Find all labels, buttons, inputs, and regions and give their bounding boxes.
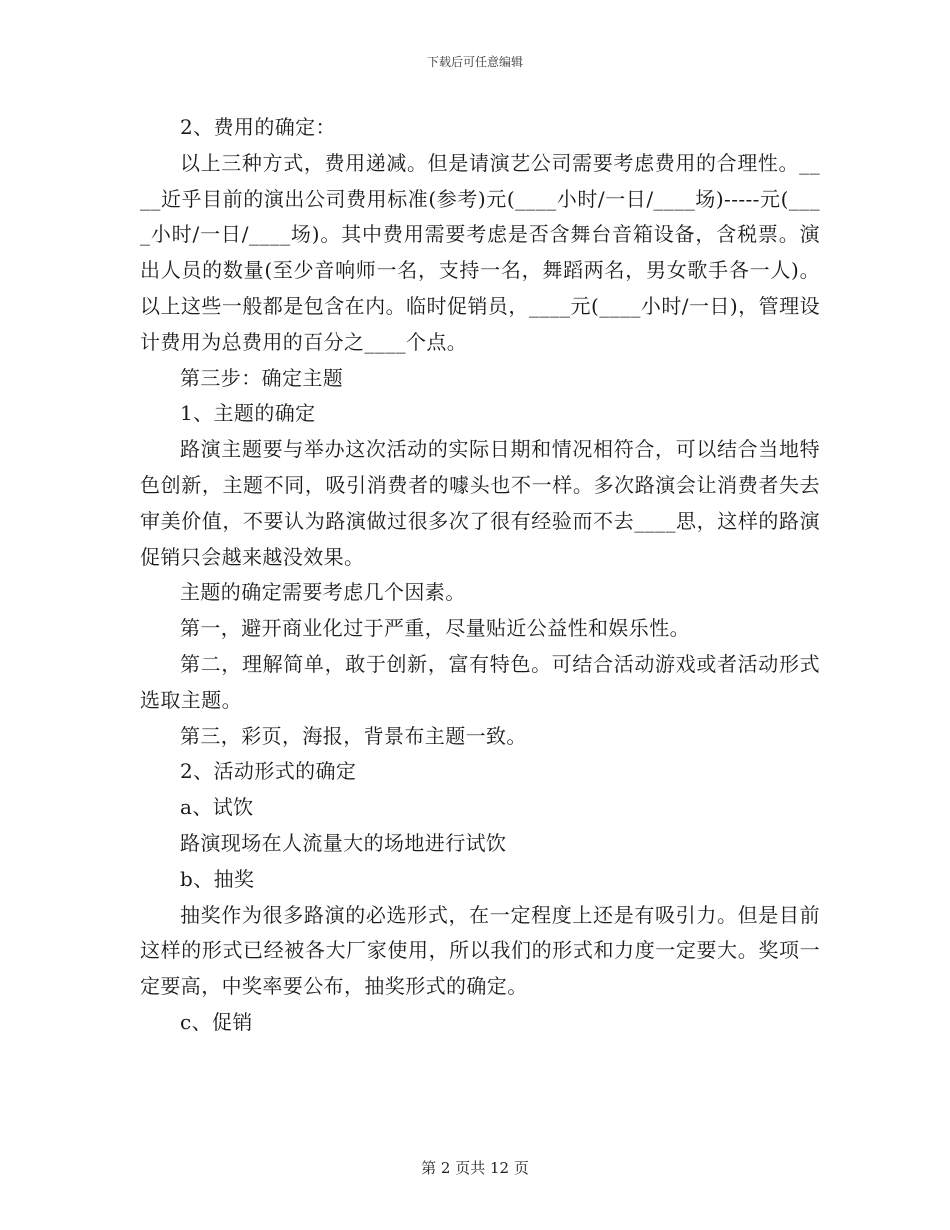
paragraph-cost-heading: 2、费用的确定： <box>180 115 336 139</box>
paragraph-item-b: b、抽奖 <box>180 866 255 891</box>
page-header: 下载后可任意编辑 <box>426 55 523 69</box>
paragraph-theme-detail: 路演主题要与举办这次活动的实际日期和情况相符合，可以结合当地特色创新，主题不同，吸引消费者的噱头也不一样。多次路演会让消费者失去审美价值，不要认为路演做过很多次了很有经验而不去____思，这样的路演促销只会越来越没效果。 <box>140 437 820 569</box>
paragraph-lottery-detail: 抽奖作为很多路演的必选形式，在一定程度上还是有吸引力。但是目前这样的形式已经被各大厂家使用，所以我们的形式和力度一定要大。奖项一定要高，中奖率要公布，抽奖形式的确定。 <box>140 902 820 999</box>
paragraph-step-three: 第三步：确定主题 <box>180 365 344 390</box>
paragraph-factor-three: 第三，彩页，海报，背景布主题一致。 <box>180 723 527 748</box>
paragraph-theme-heading: 1、主题的确定 <box>180 401 316 426</box>
paragraph-cost-detail: 以上三种方式，费用递减。但是请演艺公司需要考虑费用的合理性。____近乎目前的演出公司费用标准(参考)元(____小时/一日/____场)-----元(____小时/一日/____场)。其中费用需要考虑是否含舞台音箱设备，含税票。演出人员的数量(至少音响师一名，支持一名，舞蹈两名，男女歌手各一人)。以上这些一般都是包含在内。临时促销员，____元(____小时/一日)，管理设计费用为总费用的百分之____个点。 <box>140 150 820 354</box>
paragraph-tasting-detail: 路演现场在人流量大的场地进行试饮 <box>180 830 507 855</box>
paragraph-item-c: c、促销 <box>180 1009 253 1034</box>
paragraph-activity-heading: 2、活动形式的确定 <box>180 759 357 784</box>
paragraph-item-a: a、试饮 <box>180 795 254 820</box>
paragraph-theme-factors: 主题的确定需要考虑几个因素。 <box>180 580 466 605</box>
paragraph-factor-one: 第一，避开商业化过于严重，尽量贴近公益性和娱乐性。 <box>180 616 690 641</box>
page-number: 第 2 页共 12 页 <box>421 1159 529 1177</box>
paragraph-factor-two: 第二，理解简单，敢于创新，富有特色。可结合活动游戏或者活动形式选取主题。 <box>140 651 820 712</box>
document-body <box>140 110 820 1041</box>
